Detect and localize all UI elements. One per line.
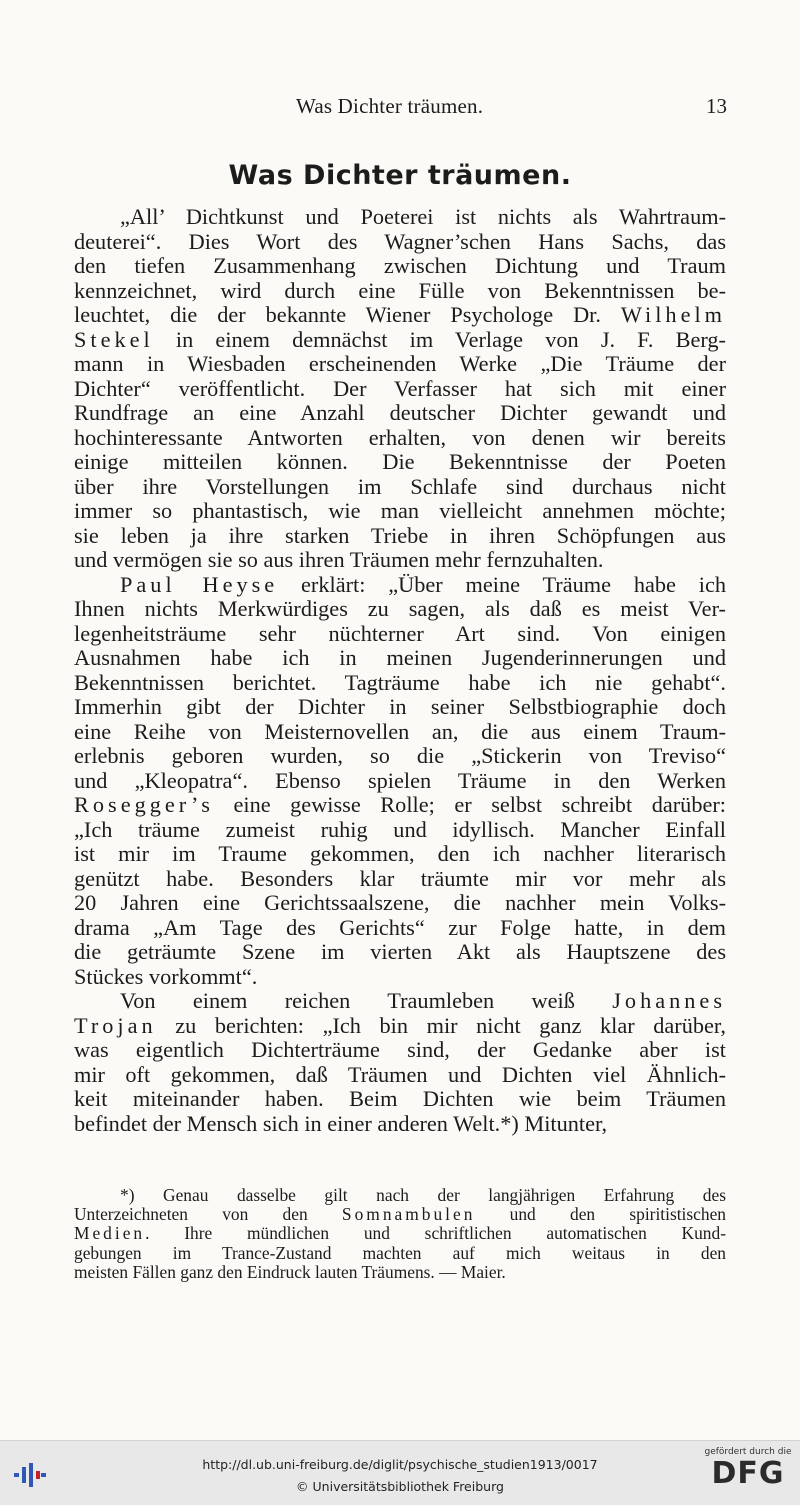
text-segment: zu berichten: „Ich bin mir nicht ganz klar darüber, [156, 1012, 726, 1038]
permalink-url[interactable]: http://dl.ub.uni-freiburg.de/diglit/psychische_studien1913/0017 [202, 1457, 598, 1472]
page-number: 13 [706, 94, 727, 118]
text-segment: genützt habe. Besonders klar träumte mir vor mehr als [74, 865, 726, 891]
text-segment: die geträumte Szene im vierten Akt als Hauptszene des [74, 939, 726, 964]
text-line [74, 328, 726, 353]
text-segment: Rundfrage an eine Anzahl deutscher Dichter gewandt und [74, 400, 726, 425]
text-segment: den tiefen Zusammenhang zwischen Dichtung und Traum [74, 253, 726, 278]
text-line [74, 842, 726, 867]
text-line [74, 744, 726, 769]
text-segment: sie leben ja ihre starken Triebe in ihren Schöpfungen aus [74, 522, 726, 548]
text-line [74, 867, 726, 892]
text-segment: befindet der Mensch sich in einer anderen Welt.*) Mitunter, [74, 1110, 608, 1136]
text-segment: ist mir im Traume gekommen, den ich nachher literarisch [74, 841, 726, 866]
text-segment: Ihnen nichts Merkwürdiges zu sagen, als daß es meist Ver- [74, 596, 726, 621]
text-segment: Immerhin gibt der Dichter in seiner Selbstbiographie doch [74, 694, 726, 719]
text-line [74, 1063, 726, 1088]
text-segment: einige mitteilen können. Die Bekenntnisse der Poeten [74, 449, 726, 474]
text-segment: und „Kleopatra“. Ebenso spielen Träume in den Werken [74, 767, 726, 793]
text-line [74, 1112, 726, 1137]
text-line [74, 1205, 726, 1224]
text-segment: mir oft gekommen, daß Träumen und Dichten viel Ähnlich- [74, 1061, 726, 1087]
spaced-name: Medien [74, 1223, 146, 1244]
text-line [74, 1263, 726, 1282]
text-line [74, 646, 726, 671]
text-line [74, 1186, 726, 1205]
footnote [74, 1186, 726, 1282]
dfg-logo: DFG [711, 1456, 785, 1491]
text-line [74, 1224, 726, 1243]
text-line [74, 965, 726, 990]
funder-label: gefördert durch die [704, 1447, 792, 1457]
text-line [74, 1244, 726, 1263]
text-line [74, 916, 726, 941]
spaced-name: Johannes [612, 988, 726, 1013]
text-segment: mann in Wiesbaden erscheinenden Werke „Die Träume der [74, 351, 726, 376]
dfg-funder-badge[interactable] [702, 1447, 794, 1501]
spaced-name: Stekel [74, 326, 154, 352]
text-line [74, 573, 726, 598]
text-line [74, 230, 726, 255]
text-line [74, 989, 726, 1014]
text-segment: erlebnis geboren wurden, so die „Stickerin von Treviso“ [74, 743, 726, 768]
text-segment: keit miteinander haben. Beim Dichten wie beim Träumen [74, 1086, 726, 1111]
text-line [74, 475, 726, 500]
text-line [74, 891, 726, 916]
text-line [74, 1038, 726, 1063]
text-segment: gebungen im Trance-Zustand machten auf mich weitaus in den [74, 1242, 726, 1263]
text-line [74, 671, 726, 696]
text-segment: 20 Jahren eine Gerichtssaalszene, die nachher mein Volks- [74, 890, 726, 915]
text-segment: legenheitsträume sehr nüchterner Art sind. Von einigen [74, 620, 726, 646]
text-segment: deuterei“. Dies Wort des Wagner’schen Hans Sachs, das [74, 228, 726, 254]
text-line [74, 622, 726, 647]
text-line [74, 377, 726, 402]
article-body [74, 205, 726, 1136]
text-segment: meisten Fällen ganz den Eindruck lauten Träumens. — Maier. [74, 1261, 506, 1282]
text-segment: Stückes vorkommt“. [74, 963, 258, 989]
text-line [74, 818, 726, 843]
running-title: Was Dichter träumen. [296, 94, 484, 118]
text-line [74, 769, 726, 794]
text-line [74, 254, 726, 279]
viewer-footer [0, 1440, 800, 1505]
text-segment: und den spiritistischen [475, 1204, 726, 1225]
text-segment: immer so phantastisch, wie man vielleicht annehmen möchte; [74, 498, 726, 523]
spaced-name: Rosegger’s [74, 792, 214, 817]
text-segment: . Ihre mündlichen und schriftlichen automatischen Kund- [145, 1223, 726, 1244]
spaced-name: Paul Heyse [120, 571, 279, 597]
spaced-name: Trojan [74, 1012, 157, 1038]
text-segment: Von einem reichen Traumleben weiß [120, 988, 613, 1013]
text-line [74, 720, 726, 745]
text-segment: *) Genau dasselbe gilt nach der langjährigen Erfahrung des [120, 1185, 726, 1205]
text-line [74, 279, 726, 304]
text-line [74, 793, 726, 818]
text-segment: Dichter“ veröffentlicht. Der Verfasser hat sich mit einer [74, 375, 726, 401]
text-segment: was eigentlich Dichterträume sind, der Gedanke aber ist [74, 1037, 726, 1062]
text-line [74, 1014, 726, 1039]
text-line [74, 597, 726, 622]
text-segment: in einem demnächst im Verlage von J. F. Berg- [153, 326, 726, 352]
text-line [74, 548, 726, 573]
text-segment: über ihre Vorstellungen im Schlafe sind durchaus nicht [74, 473, 726, 499]
text-segment: kennzeichnet, wird durch eine Fülle von Bekenntnissen be- [74, 277, 726, 303]
text-segment: „Ich träume zumeist ruhig und idyllisch. Mancher Einfall [74, 816, 726, 842]
text-segment: eine Reihe von Meisternovellen an, die aus einem Traum- [74, 718, 726, 744]
text-line [74, 499, 726, 524]
text-line [74, 450, 726, 475]
text-line [74, 401, 726, 426]
spaced-name: Wilhelm [620, 302, 726, 327]
text-segment: drama „Am Tage des Gerichts“ zur Folge hatte, in dem [74, 914, 726, 940]
text-segment: erklärt: „Über meine Träume habe ich [278, 571, 726, 597]
article-title: Was Dichter träumen. [228, 160, 572, 191]
spaced-name: Somnambulen [341, 1204, 476, 1225]
text-line [74, 1087, 726, 1112]
text-line [74, 205, 726, 230]
running-head [0, 94, 800, 122]
text-segment: und vermögen sie so aus ihren Träumen mehr fernzuhalten. [74, 547, 604, 572]
text-line [74, 426, 726, 451]
text-line [74, 940, 726, 965]
text-line [74, 303, 726, 328]
text-line [74, 524, 726, 549]
text-segment: eine gewisse Rolle; er selbst schreibt darüber: [213, 792, 726, 817]
text-line [74, 695, 726, 720]
text-line [74, 352, 726, 377]
text-segment: Ausnahmen habe ich in meinen Jugenderinnerungen und [74, 645, 726, 670]
text-segment: hochinteressante Antworten erhalten, von denen wir bereits [74, 424, 726, 450]
text-segment: Unterzeichneten von den [74, 1204, 342, 1225]
text-segment: leuchtet, die der bekannte Wiener Psychologe Dr. [74, 302, 621, 327]
copyright-notice: © Universitätsbibliothek Freiburg [296, 1479, 504, 1494]
text-segment: Bekenntnissen berichtet. Tagträume habe ich nie gehabt“. [74, 669, 726, 695]
text-segment: „All’ Dichtkunst und Poeterei ist nichts als Wahrtraum- [120, 204, 726, 229]
